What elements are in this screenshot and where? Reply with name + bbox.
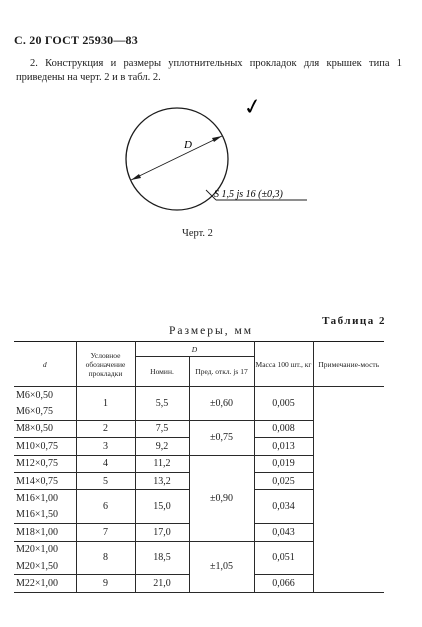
gasket-circle xyxy=(126,108,228,210)
cell-nominal: 5,5 xyxy=(135,387,189,421)
table-name: Таблица 2 xyxy=(322,315,386,327)
roughness-mark: ✓ xyxy=(241,93,265,122)
col-header-mass: Масса 100 шт., кг xyxy=(254,342,313,387)
cell-d: М12×0,75 xyxy=(14,455,76,472)
cell-designation: 1 xyxy=(76,387,135,421)
cell-d: М8×0,50 xyxy=(14,420,76,437)
cell-mass: 0,066 xyxy=(254,575,313,592)
cell-mass: 0,013 xyxy=(254,438,313,455)
paragraph-line-2: приведены на черт. 2 и в табл. 2. xyxy=(16,72,161,83)
cell-nominal: 13,2 xyxy=(135,472,189,489)
cell-mass: 0,034 xyxy=(254,490,313,524)
col-header-tolerance: Пред. откл. js 17 xyxy=(189,357,254,387)
cell-tolerance: ±0,90 xyxy=(189,455,254,541)
cell-d: М6×0,75 xyxy=(14,403,76,420)
col-header-D: D xyxy=(135,342,254,357)
cell-d: М22×1,00 xyxy=(14,575,76,592)
cell-nominal: 18,5 xyxy=(135,541,189,575)
cell-designation: 4 xyxy=(76,455,135,472)
cell-designation: 9 xyxy=(76,575,135,592)
cell-mass: 0,008 xyxy=(254,420,313,437)
cell-d: М16×1,50 xyxy=(14,507,76,524)
cell-d: М6×0,50 xyxy=(14,387,76,404)
cell-mass: 0,051 xyxy=(254,541,313,575)
cell-d: М14×0,75 xyxy=(14,472,76,489)
page-header: С. 20 ГОСТ 25930—83 xyxy=(14,33,138,47)
cell-designation: 3 xyxy=(76,438,135,455)
cell-mass: 0,043 xyxy=(254,524,313,541)
col-header-d: d xyxy=(14,342,76,387)
diameter-arrow-end xyxy=(212,136,222,142)
cell-designation: 5 xyxy=(76,472,135,489)
diameter-label: D xyxy=(184,139,192,151)
cell-d: М20×1,50 xyxy=(14,558,76,575)
cell-nominal: 15,0 xyxy=(135,490,189,524)
cell-nominal: 9,2 xyxy=(135,438,189,455)
cell-d: М16×1,00 xyxy=(14,490,76,507)
cell-mass: 0,019 xyxy=(254,455,313,472)
cell-nominal: 11,2 xyxy=(135,455,189,472)
cell-nominal: 7,5 xyxy=(135,420,189,437)
paragraph-line-1: 2. Конструкция и размеры уплотнительных прокладок для крышек типа 1 xyxy=(30,58,402,69)
table-subtitle: Размеры, мм xyxy=(168,325,254,337)
diameter-arrow-start xyxy=(131,174,141,180)
cell-note xyxy=(313,387,384,593)
cell-mass: 0,005 xyxy=(254,387,313,421)
thickness-label: S 1,5 js 16 (±0,3) xyxy=(214,189,283,200)
diameter-line xyxy=(131,136,222,180)
cell-d: М18×1,00 xyxy=(14,524,76,541)
cell-designation: 2 xyxy=(76,420,135,437)
gasket-drawing xyxy=(0,0,422,250)
sizes-table xyxy=(14,341,384,593)
cell-designation: 8 xyxy=(76,541,135,575)
cell-nominal: 17,0 xyxy=(135,524,189,541)
cell-designation: 6 xyxy=(76,490,135,524)
col-header-nominal: Номин. xyxy=(135,357,189,387)
table-row xyxy=(14,387,384,404)
cell-nominal: 21,0 xyxy=(135,575,189,592)
cell-tolerance: ±1,05 xyxy=(189,541,254,592)
col-header-note: Примечание-мость xyxy=(313,342,384,387)
cell-d: М10×0,75 xyxy=(14,438,76,455)
cell-designation: 7 xyxy=(76,524,135,541)
cell-d: М20×1,00 xyxy=(14,541,76,558)
cell-mass: 0,025 xyxy=(254,472,313,489)
figure-caption: Черт. 2 xyxy=(182,228,213,239)
col-header-designation: Условное обозначение прокладки xyxy=(76,342,135,387)
cell-tolerance: ±0,60 xyxy=(189,387,254,421)
cell-tolerance: ±0,75 xyxy=(189,420,254,455)
